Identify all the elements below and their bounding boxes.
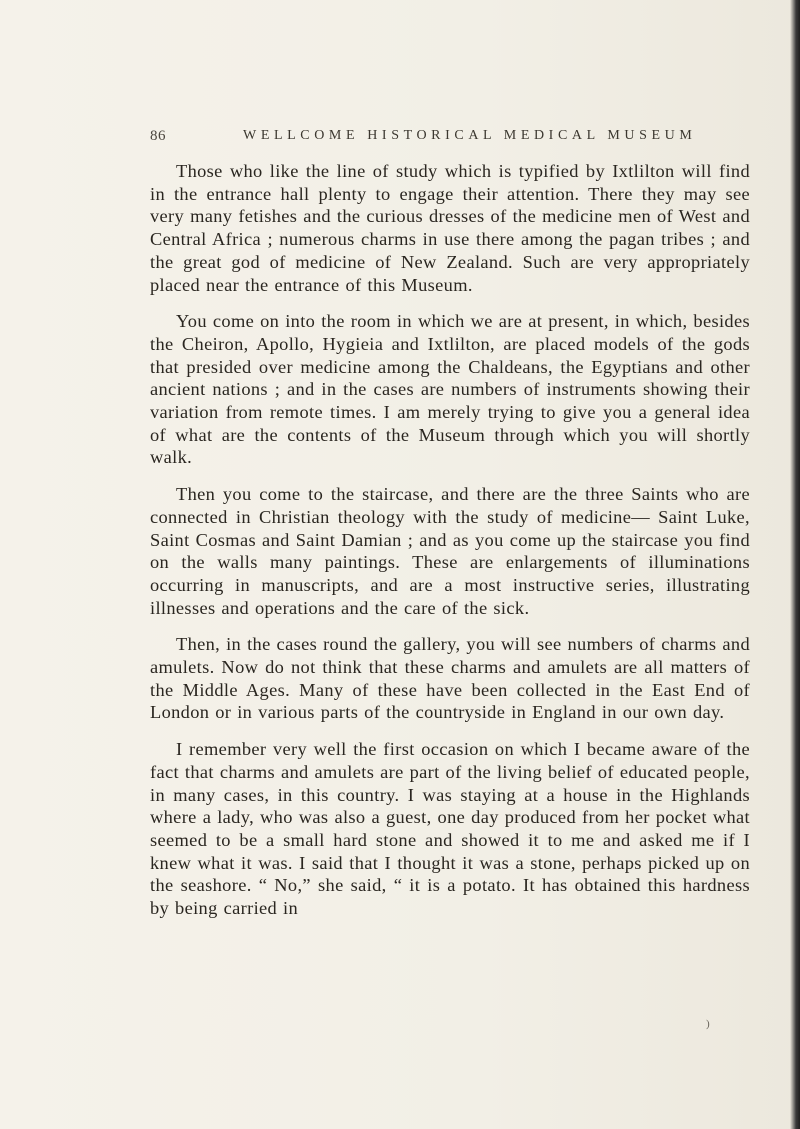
paragraph-5: I remember very well the first occasion on which I became aware of the fact that charms and amulets are part of the living belief of educated people, in many cases, in this country. I was staying at a house in the Highlands where a lady, who was also a guest, one day produced from her pocket what seemed to be a small hard stone and showed it to me and asked me if I knew what it was. I said that I thought it was a stone, perhaps picked up on the seashore. “ No,” she said, “ it is a potato. It has obtained this hardness by being carried in — [150, 739, 750, 919]
paragraph-1: Those who like the line of study which is typified by Ixtlilton will find in the entrance hall plenty to engage their attention. There they may see very many fetishes and the curious dresses of the medicine men of West and Central Africa ; numerous charms in use there among the pagan tribes ; and the great god of medicine of New Zealand. Such are very appropriately placed near the entrance of this Museum. — [150, 161, 750, 295]
page-number: 86 — [150, 128, 166, 144]
paragraph-2: You come on into the room in which we are at present, in which, besides the Cheiron, Apollo, Hygieia and Ixtlilton, are placed models of the gods that presided over medicine among the Chaldeans, the Egyptians and other ancient nations ; and in the cases are numbers of instruments showing their variation from remote times. I am merely trying to give you a general idea of what are the contents of the Museum through which you will shortly walk. — [150, 311, 750, 468]
stray-mark: ) — [706, 1018, 710, 1030]
paragraph-3: Then you come to the staircase, and there are the three Saints who are connected in Christian theology with the study of medicine— Saint Luke, Saint Cosmas and Saint Damian ; and as you come up the staircase you find on the walls many paintings. These are enlargements of illuminations occurring in manuscripts, and are a most instructive series, illustrating illnesses and operations and the care of the sick. — [150, 484, 750, 618]
running-head: WELLCOME HISTORICAL MEDICAL MUSEUM — [243, 128, 697, 143]
body-text — [150, 160, 750, 920]
paragraph-4: Then, in the cases round the gallery, you will see numbers of charms and amulets. Now do not think that these charms and amulets are all matters of the Middle Ages. Many of these have been collected in the East End of London or in various parts of the countryside in England in our own day. — [150, 634, 750, 723]
page-edge-shadow — [790, 0, 800, 1129]
page-header — [150, 128, 750, 152]
